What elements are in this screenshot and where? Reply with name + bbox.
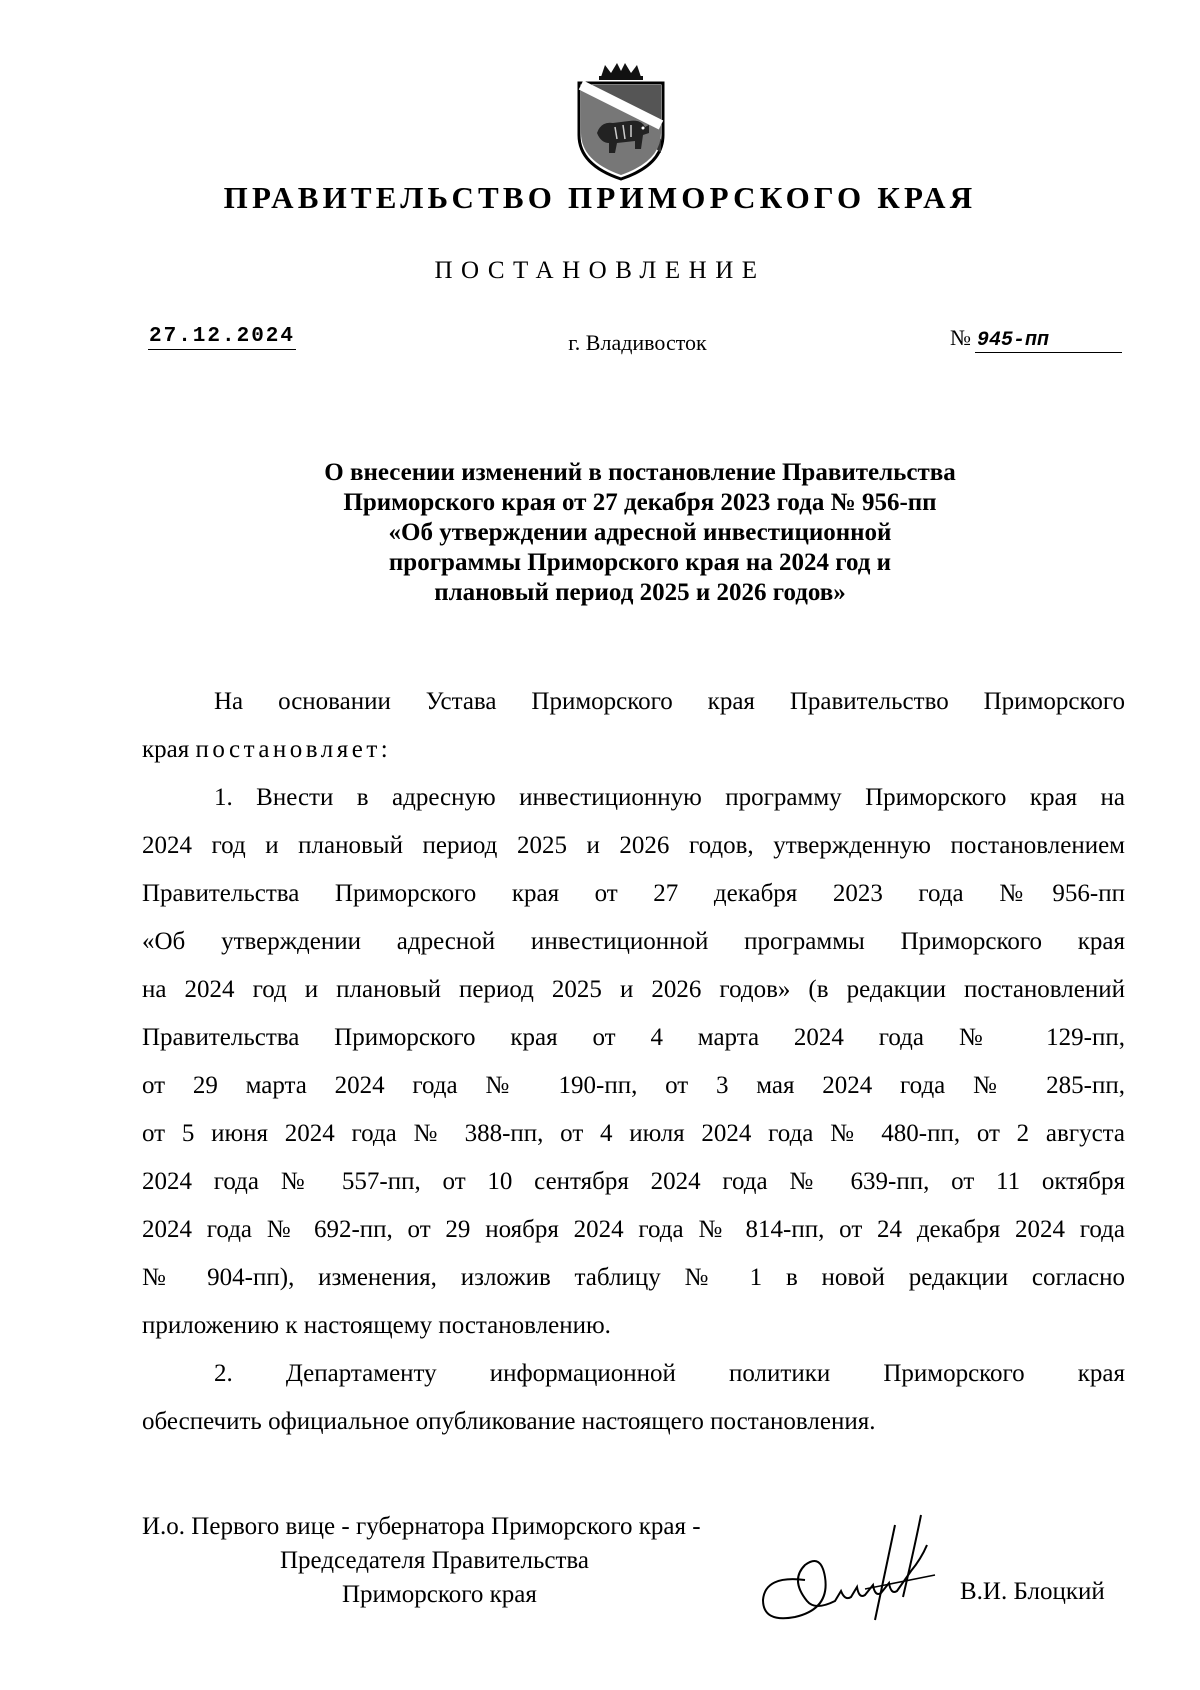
item-2-line: 2. Департаменту информационной политики Приморского края xyxy=(214,1360,1125,1387)
item-1-line: Правительства Приморского края от 4 марта 2024 года № 129-пп, xyxy=(142,1024,1125,1051)
document-body xyxy=(142,684,1125,1452)
item-1-line: 1. Внести в адресную инвестиционную программу Приморского края на xyxy=(214,784,1125,811)
document-city: г. Владивосток xyxy=(568,330,707,355)
item-1-line: 2024 года № 557-пп, от 10 сентября 2024 года № 639-пп, от 11 октября xyxy=(142,1168,1125,1195)
subject-line: плановый период 2025 и 2026 годов» xyxy=(434,579,846,606)
preamble-text: края xyxy=(142,736,196,763)
document-date: 27.12.2024 xyxy=(148,325,296,348)
preamble-line: На основании Устава Приморского края Правительство Приморского xyxy=(214,688,1125,715)
item-1-line: на 2024 год и плановый период 2025 и 2026 годов» (в редакции постановлений xyxy=(142,976,1125,1003)
item-1-line: от 5 июня 2024 года № 388-пп, от 4 июля 2024 года № 480-пп, от 2 августа xyxy=(142,1120,1125,1147)
number-prefix: № xyxy=(950,325,971,350)
item-1-line: 2024 год и плановый период 2025 и 2026 годов, утвержденную постановлением xyxy=(142,832,1125,859)
item-1-line: Правительства Приморского края от 27 декабря 2023 года №956-пп xyxy=(142,880,1125,907)
position-line: Председателя Правительства xyxy=(280,1547,589,1574)
item-1-line: приложению к настоящему постановлению. xyxy=(142,1312,611,1339)
item-2-line: обеспечить официальное опубликование настоящего постановления. xyxy=(142,1408,876,1435)
subject-line: Приморского края от 27 декабря 2023 года № 956-пп xyxy=(343,489,937,516)
position-line: И.о. Первого вице - губернатора Приморского края - xyxy=(142,1513,701,1540)
subject-line: программы Приморского края на 2024 год и xyxy=(388,549,892,576)
document-type: ПОСТАНОВЛЕНИЕ xyxy=(434,257,766,284)
item-1-line: от 29 марта 2024 года № 190-пп, от 3 мая 2024 года № 285-пп, xyxy=(142,1072,1125,1099)
number-value: 945-пп xyxy=(975,329,1122,353)
signer-name: В.И. Блоцкий xyxy=(960,1578,1105,1605)
document-subject xyxy=(160,458,1120,608)
item-1-line: 2024 года № 692-пп, от 29 ноября 2024 года № 814-пп, от 24 декабря 2024 года xyxy=(142,1216,1125,1243)
handwritten-signature xyxy=(745,1505,945,1630)
primorye-coat-of-arms-icon xyxy=(571,63,671,181)
item-1-line: № 904-пп), изменения, изложив таблицу № 1 в новой редакции согласно xyxy=(142,1264,1125,1291)
subject-line: О внесении изменений в постановление Правительства xyxy=(324,459,956,486)
position-line: Приморского края xyxy=(342,1581,537,1608)
preamble-resolves: постановляет: xyxy=(195,736,392,763)
item-1-line: «Об утверждении адресной инвестиционной программы Приморского края xyxy=(142,928,1125,955)
signatory-position xyxy=(142,1510,701,1612)
subject-line: «Об утверждении адресной инвестиционной xyxy=(388,519,892,546)
government-title: ПРАВИТЕЛЬСТВО ПРИМОРСКОГО КРАЯ xyxy=(223,180,977,215)
preamble-line xyxy=(142,732,1125,780)
document-number xyxy=(950,325,1125,353)
